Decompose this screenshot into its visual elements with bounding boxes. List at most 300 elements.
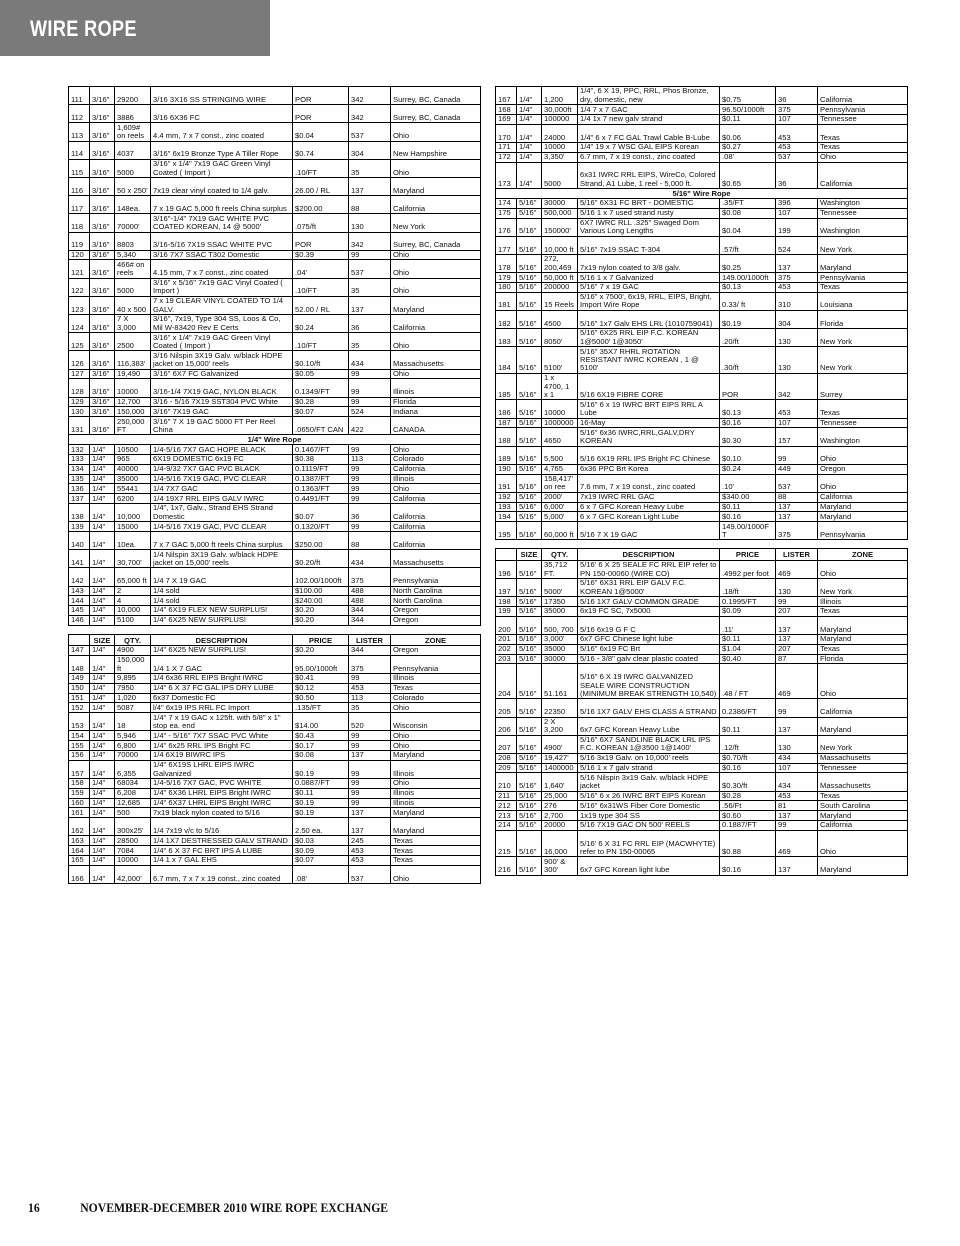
listing-number: 192 [496, 492, 517, 502]
listing-qty: 30000 [542, 654, 578, 664]
listing-number: 144 [69, 596, 90, 606]
listing-number: 122 [69, 278, 90, 296]
listing-price: .57/ft [720, 236, 776, 254]
listing-zone: CANADA [391, 417, 481, 435]
listing-price: .12/ft [720, 735, 776, 753]
page-footer [28, 1200, 388, 1216]
listing-qty: 55441 [115, 484, 151, 494]
listing-size: 1/4" [517, 87, 542, 105]
listing-lister: 157 [776, 428, 818, 446]
listing-qty: 1,020 [115, 693, 151, 703]
listing-price: .075/ft [293, 214, 349, 232]
listing-lister: 81 [776, 801, 818, 811]
table-row [69, 454, 481, 464]
listing-qty: 965 [115, 454, 151, 464]
listing-zone: Louisiana [818, 292, 908, 310]
listing-size: 1/4" [517, 124, 542, 142]
listing-zone: New York [818, 578, 908, 596]
listing-number: 198 [496, 597, 517, 607]
listing-number: 132 [69, 445, 90, 455]
listing-lister: 99 [349, 474, 391, 484]
listing-price: $0.13 [720, 400, 776, 418]
listing-zone: Texas [391, 683, 481, 693]
listing-description: 3/16"-1/4" 7X19 GAC WHITE PVC COATED KOREAN, 14 @ 5000' [151, 214, 293, 232]
table-row [69, 779, 481, 789]
listing-description: 1/4 7x19 v/c to 5/16 [151, 818, 293, 836]
listing-lister: 137 [776, 616, 818, 634]
listing-size: 3/16" [90, 333, 115, 351]
listing-price: $0.11 [720, 114, 776, 124]
table-row [496, 114, 908, 124]
table-row [69, 484, 481, 494]
listing-description: 1/4 1 x 7 GAL EHS [151, 855, 293, 865]
listing-price: .20/ft [720, 329, 776, 347]
listing-zone: Colorado [391, 693, 481, 703]
listing-zone: Ohio [391, 731, 481, 741]
listing-size: 1/4" [90, 568, 115, 586]
table-row [69, 260, 481, 278]
listing-number: 201 [496, 634, 517, 644]
listing-description: 1/4 6x36 RRL EIPS Bright IWRC [151, 674, 293, 684]
listing-price: $0.08 [720, 208, 776, 218]
listing-number: 163 [69, 836, 90, 846]
table-row [496, 198, 908, 208]
listing-size: 5/16" [517, 857, 542, 875]
listing-qty: 22350 [542, 699, 578, 717]
listing-size: 5/16" [517, 763, 542, 773]
listing-qty: 2000' [542, 492, 578, 502]
section-title: WIRE ROPE [30, 16, 137, 41]
listing-lister: 137 [776, 512, 818, 522]
listing-description: 5/16 7X19 GAC ON 500' REELS [578, 821, 720, 831]
listing-qty: 900' & 300' [542, 857, 578, 875]
listing-lister: 99 [349, 741, 391, 751]
listing-description: 6x7 GFC Korean Heavy Lube [578, 717, 720, 735]
listing-lister: 99 [349, 731, 391, 741]
listing-zone: Illinois [391, 379, 481, 397]
listing-description: 1/4" 6 X 37 FC GAL IPS DRY LUBE [151, 683, 293, 693]
listing-qty: 10000 [542, 142, 578, 152]
table-row [496, 606, 908, 616]
listing-number: 197 [496, 578, 517, 596]
listing-qty: 1 x 4700, 1 x 1 [542, 373, 578, 400]
listing-description: 5/16" 6x19 FC Brt [578, 644, 720, 654]
listing-price: $0.75 [720, 87, 776, 105]
listing-price: $0.20 [293, 615, 349, 625]
table-row [69, 531, 481, 549]
listing-description: 1/4" 6 X 37 FC BRT IPS A LUBE [151, 846, 293, 856]
listing-lister: 137 [776, 254, 818, 272]
listing-description: 6x36 PPC Brt Korea [578, 464, 720, 474]
listing-price: 0.1349/FT [293, 379, 349, 397]
listing-qty: 12,700 [115, 397, 151, 407]
listing-size: 1/4" [90, 503, 115, 521]
listing-description: 5/16" x 7500', 6x19, RRL, EIPS, Bright, Import Wire Rope [578, 292, 720, 310]
publication-line: NOVEMBER-DECEMBER 2010 WIRE ROPE EXCHANGE [80, 1200, 389, 1215]
listing-number: 174 [496, 198, 517, 208]
listing-qty: 15000 [115, 522, 151, 532]
listing-size: 1/4" [90, 494, 115, 504]
listing-zone: Surrey, BC, Canada [391, 87, 481, 105]
listing-price: 0.1119/FT [293, 464, 349, 474]
listing-price: .08' [720, 152, 776, 162]
listing-qty: 3,000' [542, 634, 578, 644]
listing-qty: 2,700 [542, 811, 578, 821]
table-row [496, 310, 908, 328]
listing-lister: 113 [349, 693, 391, 703]
listing-zone: Surrey, BC, Canada [391, 232, 481, 250]
listing-lister: 137 [349, 808, 391, 818]
listing-lister: 35 [349, 703, 391, 713]
listing-qty: 10,000 [115, 503, 151, 521]
listing-size: 5/16" [517, 273, 542, 283]
listing-description: 5/16 1 x 7 used strand rusty [578, 208, 720, 218]
listing-number: 171 [496, 142, 517, 152]
listing-qty: 6,208 [115, 788, 151, 798]
listing-description: 1/4 sold [151, 596, 293, 606]
listing-size: 1/4" [90, 836, 115, 846]
listing-description: 5/16" 7x19 SSAC T-304 [578, 236, 720, 254]
listing-description: 5/16" 6 X 19 IWRC GALVANIZED SEALE WIRE CONSTRUCTION (MINIMUM BREAK STRENGTH 10,540) [578, 664, 720, 699]
listing-price: $0.19 [293, 798, 349, 808]
listing-lister: 137 [349, 296, 391, 314]
listing-zone: Maryland [818, 717, 908, 735]
listing-number: 127 [69, 369, 90, 379]
listing-description: 7x19 nylon coated to 3/8 galv. [578, 254, 720, 272]
listing-price: $0.60 [720, 811, 776, 821]
listing-price: 0.4491/FT [293, 494, 349, 504]
listing-description: 6x7 GFC Korean light lube [578, 857, 720, 875]
table-row [69, 445, 481, 455]
listing-size: 5/16" [517, 418, 542, 428]
listing-size: 1/4" [90, 703, 115, 713]
listing-qty: 5000 [115, 159, 151, 177]
listing-price: 0.1887/FT [720, 821, 776, 831]
listing-size: 5/16" [517, 735, 542, 753]
listing-size: 5/16" [517, 329, 542, 347]
listing-lister: 36 [349, 503, 391, 521]
listing-lister: 35 [349, 333, 391, 351]
listing-lister: 207 [776, 606, 818, 616]
listing-lister: 99 [349, 494, 391, 504]
listing-description: 1/4 1X7 DESTRESSED GALV STRAND [151, 836, 293, 846]
listing-description: 3/16 3X16 SS STRINGING WIRE [151, 87, 293, 105]
listing-size: 5/16" [517, 597, 542, 607]
table-row [496, 811, 908, 821]
table-row [496, 418, 908, 428]
listing-description: 3/16" 6X7 FC Galvanized [151, 369, 293, 379]
listing-lister: 130 [776, 578, 818, 596]
listing-description: 7x19 IWRC RRL GAC [578, 492, 720, 502]
listing-lister: 36 [776, 162, 818, 189]
table-row [69, 503, 481, 521]
listing-zone: Maryland [818, 811, 908, 821]
listing-price: $0.11 [293, 788, 349, 798]
listing-description: 5/16' 6 X 31 FC RRL EIP (MACWHYTE) refer to PN 150-00065 [578, 830, 720, 857]
listing-qty: 18 [115, 713, 151, 731]
listing-lister: 137 [349, 751, 391, 761]
listing-description: 6x37 Domestic FC [151, 693, 293, 703]
table-row [69, 494, 481, 504]
table-row [69, 846, 481, 856]
listing-lister: 99 [349, 397, 391, 407]
listing-qty: 4900' [542, 735, 578, 753]
table-row [496, 87, 908, 105]
listing-description: 5/16 6X19 FIBRE CORE [578, 373, 720, 400]
listing-price: POR [720, 373, 776, 400]
listing-size: 5/16" [517, 400, 542, 418]
listing-zone: Tennessee [818, 114, 908, 124]
listing-number: 164 [69, 846, 90, 856]
listing-size: 1/4" [90, 693, 115, 703]
listing-qty: 150,000 [115, 407, 151, 417]
listing-size: 5/16" [517, 801, 542, 811]
header-price: PRICE [293, 634, 349, 645]
listing-description: 3/16", 7x19, Type 304 SS, Loos & Co, Mil W-83420 Rev E Certs [151, 315, 293, 333]
listing-description: 1/4-5/16 7X19 GAC, PVC CLEAR [151, 474, 293, 484]
listing-lister: 524 [776, 236, 818, 254]
listing-size: 5/16" [517, 664, 542, 699]
listing-number: 205 [496, 699, 517, 717]
listing-zone: Oregon [391, 646, 481, 656]
listing-zone: Texas [818, 791, 908, 801]
table-row [69, 713, 481, 731]
table-row [496, 464, 908, 474]
table-row [496, 753, 908, 763]
listing-size: 3/16" [90, 260, 115, 278]
listing-size: 1/4" [90, 464, 115, 474]
listing-lister: 434 [776, 773, 818, 791]
listing-price: .10/FT [293, 278, 349, 296]
listing-price: 149.00/1000ft [720, 273, 776, 283]
listing-lister: 488 [349, 596, 391, 606]
listing-size: 3/16" [90, 379, 115, 397]
listing-lister: 453 [776, 400, 818, 418]
listing-price: $0.13 [720, 282, 776, 292]
listing-price: $0.19 [293, 808, 349, 818]
listing-zone: Tennessee [818, 763, 908, 773]
table-row [496, 735, 908, 753]
listing-qty: 466# on reels [115, 260, 151, 278]
listing-description: 5/16 6X19 RRL IPS Bright FC Chinese [578, 446, 720, 464]
listing-lister: 36 [776, 87, 818, 105]
table-row [496, 400, 908, 418]
listing-size: 1/4" [517, 142, 542, 152]
listing-lister: 537 [349, 865, 391, 883]
listing-number: 170 [496, 124, 517, 142]
listing-price: .11' [720, 616, 776, 634]
listing-qty: 68034 [115, 779, 151, 789]
listing-zone: Oregon [391, 606, 481, 616]
listing-price: $0.27 [720, 142, 776, 152]
listing-lister: 35 [349, 278, 391, 296]
listing-price: $0.74 [293, 141, 349, 159]
listing-lister: 469 [776, 830, 818, 857]
listing-price: 0.1467/FT [293, 445, 349, 455]
listing-qty: 1000000 [542, 418, 578, 428]
listing-description: 1/4" 6X25 NEW SURPLUS! [151, 646, 293, 656]
listing-zone: Pennsylvania [818, 105, 908, 115]
listing-price: $0.05 [293, 369, 349, 379]
table-row [496, 373, 908, 400]
listing-size: 3/16" [90, 141, 115, 159]
listing-qty: 19,427' [542, 753, 578, 763]
listing-number: 209 [496, 763, 517, 773]
table-row [69, 836, 481, 846]
listing-description: 7.6 mm, 7 x 19 const., zinc coated [578, 474, 720, 492]
listing-size: 1/4" [90, 596, 115, 606]
listing-price: .48 / FT [720, 664, 776, 699]
listing-size: 5/16" [517, 578, 542, 596]
header-lister: LISTER [349, 634, 391, 645]
listing-number: 120 [69, 250, 90, 260]
listing-number: 180 [496, 282, 517, 292]
listing-description: 4.4 mm, 7 x 7 const., zinc coated [151, 123, 293, 141]
listing-number: 199 [496, 606, 517, 616]
listing-lister: 537 [349, 260, 391, 278]
listing-description: 1/4 7 X 19 GAC [151, 568, 293, 586]
listing-price: 0.1320/FT [293, 522, 349, 532]
listing-size: 1/4" [90, 741, 115, 751]
size-section-heading: 5/16" Wire Rope [496, 189, 908, 199]
listing-size: 5/16" [517, 644, 542, 654]
listing-number: 134 [69, 464, 90, 474]
listing-price: 95.00/1000ft [293, 655, 349, 673]
listing-lister: 35 [349, 159, 391, 177]
listing-qty: 9,895 [115, 674, 151, 684]
listing-lister: 130 [776, 735, 818, 753]
listing-lister: 130 [349, 214, 391, 232]
listing-price: $0.17 [293, 741, 349, 751]
listing-size: 1/4" [90, 731, 115, 741]
listing-lister: 137 [776, 717, 818, 735]
listing-number: 112 [69, 105, 90, 123]
listing-price: $0.16 [720, 512, 776, 522]
listing-description: 1/4" 7 x 19 GAC x 125ft. with 5/8" x 1" stop ea. end [151, 713, 293, 731]
listing-lister: 375 [776, 273, 818, 283]
listing-number: 195 [496, 522, 517, 540]
listing-size: 1/4" [90, 846, 115, 856]
listing-size: 5/16" [517, 512, 542, 522]
listing-qty: 276 [542, 801, 578, 811]
listing-description: 7x19 clear vinyl coated to 1/4 galv. [151, 177, 293, 195]
listing-zone: Washington [818, 428, 908, 446]
listing-description: 1/4 6X19 BIWRC IPS [151, 751, 293, 761]
table-row [69, 731, 481, 741]
listing-zone: Pennsylvania [391, 568, 481, 586]
listing-description: 5/16 - 3/8" galv clear plastic coated [578, 654, 720, 664]
table-row [496, 616, 908, 634]
listing-size: 1/4" [90, 550, 115, 568]
table-row [69, 159, 481, 177]
listing-qty: 30000 [542, 198, 578, 208]
table-row [69, 351, 481, 369]
listing-qty: 50,000 ft [542, 273, 578, 283]
listing-number: 115 [69, 159, 90, 177]
listing-size: 5/16" [517, 821, 542, 831]
listing-size: 3/16" [90, 315, 115, 333]
listing-zone: Texas [818, 400, 908, 418]
listing-price: $14.00 [293, 713, 349, 731]
table-row [69, 141, 481, 159]
listing-number: 155 [69, 741, 90, 751]
listing-zone: Surrey [818, 373, 908, 400]
listing-price: $0.06 [720, 124, 776, 142]
table-row [69, 177, 481, 195]
listing-qty: 65,000 ft [115, 568, 151, 586]
listing-size: 5/16" [517, 198, 542, 208]
listing-description: 1/4 sold [151, 586, 293, 596]
listing-qty: 70000 [115, 751, 151, 761]
listing-lister: 453 [349, 683, 391, 693]
listing-size: 5/16" [517, 791, 542, 801]
listing-number: 190 [496, 464, 517, 474]
listing-zone: Texas [818, 606, 908, 616]
listing-qty: 148ea. [115, 196, 151, 214]
listing-description: 1/4" 6X25 NEW SURPLUS! [151, 615, 293, 625]
table-row [69, 123, 481, 141]
listing-zone: Illinois [391, 674, 481, 684]
table-row [496, 644, 908, 654]
listing-size: 1/4" [90, 606, 115, 616]
listing-price: 0.2386/FT [720, 699, 776, 717]
listing-number: 184 [496, 347, 517, 374]
listing-zone: California [391, 196, 481, 214]
listing-zone: Ohio [818, 560, 908, 578]
listing-price: $0.28 [293, 397, 349, 407]
table-row [69, 296, 481, 314]
table-row [496, 512, 908, 522]
listing-price: $0.24 [720, 464, 776, 474]
listing-zone: Pennsylvania [818, 273, 908, 283]
listing-description: 5/16" 6 x 19 IWRC BRT EIPS RRL A Lube [578, 400, 720, 418]
listing-price: POR [293, 232, 349, 250]
table-row [496, 273, 908, 283]
listing-number: 125 [69, 333, 90, 351]
listing-description: 6.7 mm, 7 x 19 const., zinc coated [578, 152, 720, 162]
listing-description: 6x31 IWRC RRL EIPS, WireCo, Colored Strand, A1 Lube, 1 reel - 5,000 ft. [578, 162, 720, 189]
listing-zone: Ohio [391, 865, 481, 883]
listing-description: 3/16" x 5/16" 7x19 GAC Vinyl Coated ( Import ) [151, 278, 293, 296]
listing-size: 5/16" [517, 717, 542, 735]
listing-zone: Texas [818, 282, 908, 292]
listing-size: 3/16" [90, 159, 115, 177]
listing-price: 26.00 / RL [293, 177, 349, 195]
listing-zone: Maryland [391, 751, 481, 761]
listing-zone: Wisconsin [391, 713, 481, 731]
table-row [69, 417, 481, 435]
listing-number: 141 [69, 550, 90, 568]
listing-qty: 116,383' [115, 351, 151, 369]
listing-lister: 107 [776, 114, 818, 124]
listing-size: 3/16" [90, 278, 115, 296]
listing-qty: 500, 700 [542, 616, 578, 634]
listing-lister: 453 [349, 855, 391, 865]
listing-qty: 35,712 FT. [542, 560, 578, 578]
listing-lister: 99 [349, 798, 391, 808]
table-row [496, 699, 908, 717]
listing-lister: 36 [349, 315, 391, 333]
listing-description: 3/16 7X7 SSAC T302 Domestic [151, 250, 293, 260]
listing-qty: 24000 [542, 124, 578, 142]
listing-description: 1/4" 19 x 7 WSC GAL EIPS Korean [578, 142, 720, 152]
listing-price: $0.19 [720, 310, 776, 328]
table-row [496, 152, 908, 162]
listing-number: 166 [69, 865, 90, 883]
listing-zone: Texas [391, 846, 481, 856]
listing-price: .4992 per foot [720, 560, 776, 578]
listing-qty: 4900 [115, 646, 151, 656]
